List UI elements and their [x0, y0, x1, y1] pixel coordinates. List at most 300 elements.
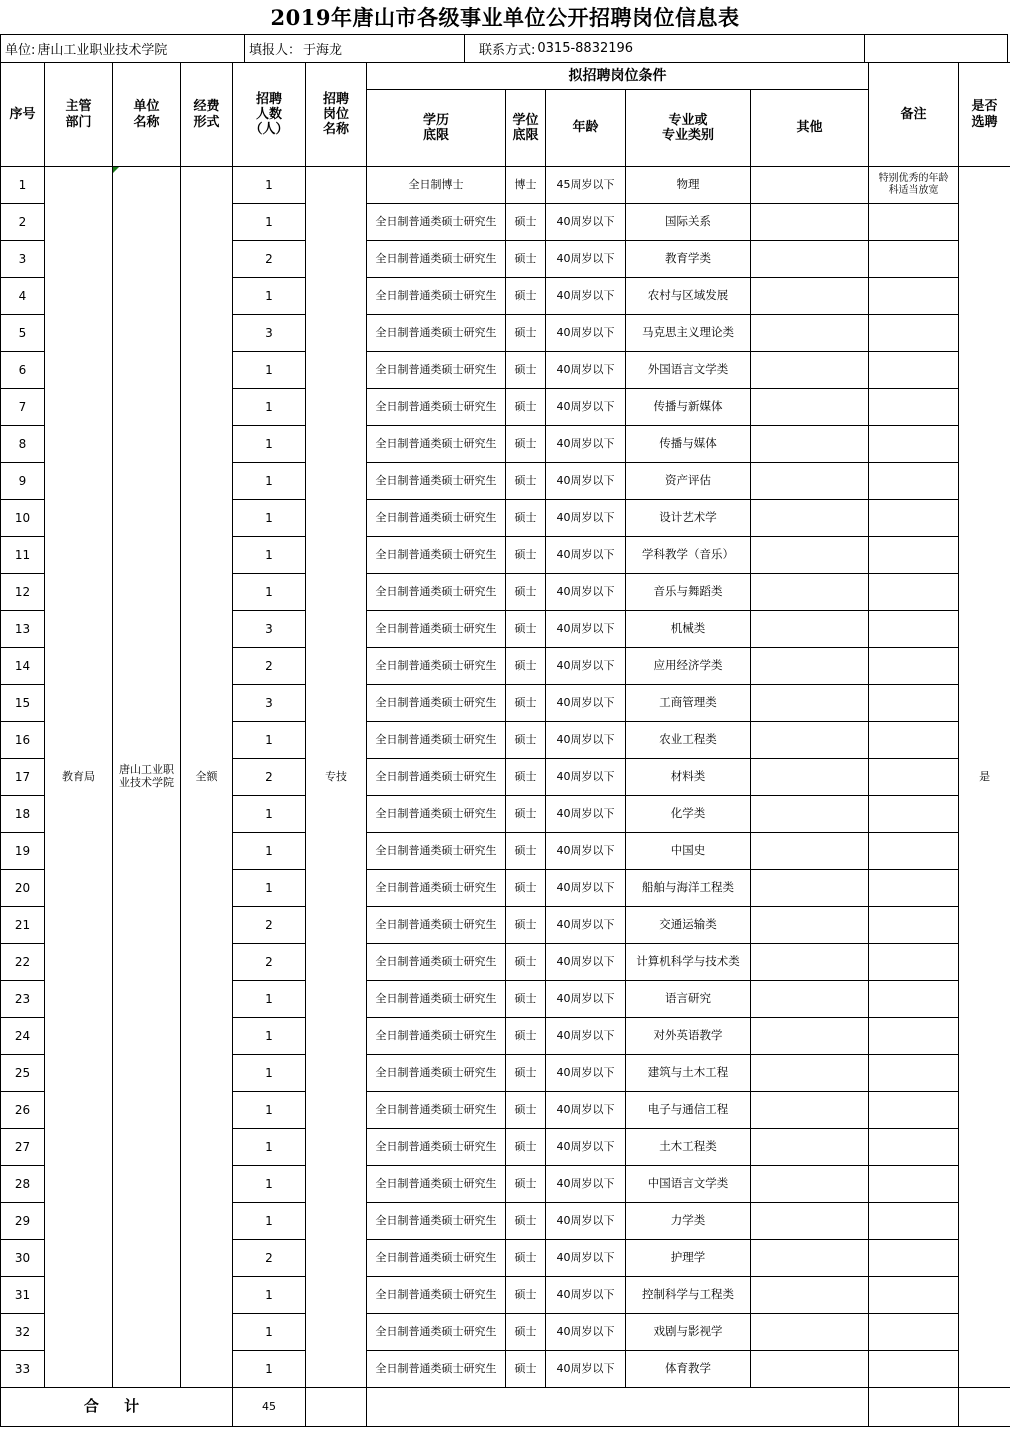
- cell-major: 化学类: [626, 796, 751, 833]
- cell-seq: 10: [1, 500, 45, 537]
- cell-other: [751, 759, 869, 796]
- cell-age: 40周岁以下: [546, 241, 626, 278]
- col-header-count-line2: 人数: [255, 106, 282, 122]
- cell-recruit-count: 2: [233, 759, 306, 796]
- cell-seq: 19: [1, 833, 45, 870]
- cell-seq: 15: [1, 685, 45, 722]
- cell-recruit-count: 1: [233, 870, 306, 907]
- cell-age: 40周岁以下: [546, 1240, 626, 1277]
- cell-recruit-count: 1: [233, 1092, 306, 1129]
- cell-age: 40周岁以下: [546, 389, 626, 426]
- cell-other: [751, 648, 869, 685]
- cell-education: 全日制博士: [367, 167, 506, 204]
- cell-note: [869, 426, 959, 463]
- cell-education: 全日制普通类硕士研究生: [367, 796, 506, 833]
- cell-education: 全日制普通类硕士研究生: [367, 685, 506, 722]
- cell-education: 全日制普通类硕士研究生: [367, 1314, 506, 1351]
- col-header-dept-line2: 部门: [65, 114, 92, 130]
- col-header-note: 备注: [869, 63, 959, 167]
- cell-other: [751, 241, 869, 278]
- col-header-post-line3: 名称: [322, 122, 349, 138]
- cell-seq: 8: [1, 426, 45, 463]
- col-header-unit: [113, 63, 181, 167]
- cell-education: 全日制普通类硕士研究生: [367, 648, 506, 685]
- total-row: [1, 1388, 1010, 1427]
- cell-other: [751, 1351, 869, 1388]
- cell-degree: 硕士: [506, 1277, 546, 1314]
- cell-degree: 硕士: [506, 500, 546, 537]
- cell-major: 船舶与海洋工程类: [626, 870, 751, 907]
- cell-seq: 2: [1, 204, 45, 241]
- cell-note: [869, 1240, 959, 1277]
- cell-note-line1: 特别优秀的年龄: [878, 173, 949, 185]
- cell-seq: 25: [1, 1055, 45, 1092]
- col-header-major-line2: 专业类别: [661, 128, 714, 143]
- meta-unit-value: 唐山工业职业技术学院: [37, 43, 168, 58]
- cell-other: [751, 278, 869, 315]
- cell-age: 40周岁以下: [546, 537, 626, 574]
- cell-age: 40周岁以下: [546, 722, 626, 759]
- cell-major: 体育教学: [626, 1351, 751, 1388]
- col-header-funding-line1: 经费: [193, 99, 220, 115]
- total-label: 合 计: [1, 1388, 233, 1427]
- col-header-dept: [45, 63, 113, 167]
- cell-is-selected: 是: [959, 167, 1010, 1388]
- cell-degree: 硕士: [506, 426, 546, 463]
- cell-recruit-count: 1: [233, 1166, 306, 1203]
- cell-degree: 硕士: [506, 1018, 546, 1055]
- total-note-cell: [869, 1388, 959, 1427]
- cell-other: [751, 315, 869, 352]
- cell-other: [751, 1166, 869, 1203]
- cell-recruit-count: 2: [233, 241, 306, 278]
- cell-recruit-count: 3: [233, 315, 306, 352]
- meta-blank-cell: [865, 35, 1007, 62]
- cell-age: 40周岁以下: [546, 352, 626, 389]
- cell-note: [869, 1277, 959, 1314]
- cell-other: [751, 685, 869, 722]
- cell-degree: 硕士: [506, 1092, 546, 1129]
- col-header-degree-line2: 底限: [512, 128, 539, 143]
- cell-recruit-count: 1: [233, 1351, 306, 1388]
- cell-seq: 26: [1, 1092, 45, 1129]
- cell-education: 全日制普通类硕士研究生: [367, 537, 506, 574]
- cell-seq: 30: [1, 1240, 45, 1277]
- cell-age: 40周岁以下: [546, 944, 626, 981]
- cell-other: [751, 352, 869, 389]
- cell-other: [751, 537, 869, 574]
- cell-other: [751, 1092, 869, 1129]
- cell-seq: 23: [1, 981, 45, 1018]
- cell-seq: 12: [1, 574, 45, 611]
- cell-age: 40周岁以下: [546, 685, 626, 722]
- cell-education: 全日制普通类硕士研究生: [367, 1129, 506, 1166]
- cell-seq: 14: [1, 648, 45, 685]
- cell-major: 外国语言文学类: [626, 352, 751, 389]
- cell-seq: 28: [1, 1166, 45, 1203]
- cell-education: 全日制普通类硕士研究生: [367, 722, 506, 759]
- cell-age: 40周岁以下: [546, 1129, 626, 1166]
- cell-major: 中国语言文学类: [626, 1166, 751, 1203]
- cell-note-line2: 科适当放宽: [888, 185, 939, 196]
- cell-recruit-count: 1: [233, 537, 306, 574]
- cell-recruit-count: 1: [233, 167, 306, 204]
- cell-age: 40周岁以下: [546, 1314, 626, 1351]
- cell-note: [869, 1129, 959, 1166]
- cell-degree: 硕士: [506, 1351, 546, 1388]
- cell-degree: 硕士: [506, 1129, 546, 1166]
- cell-education: 全日制普通类硕士研究生: [367, 1277, 506, 1314]
- cell-degree: 硕士: [506, 1240, 546, 1277]
- cell-education: 全日制普通类硕士研究生: [367, 204, 506, 241]
- cell-seq: 6: [1, 352, 45, 389]
- cell-age: 40周岁以下: [546, 611, 626, 648]
- cell-recruit-count: 2: [233, 944, 306, 981]
- cell-education: 全日制普通类硕士研究生: [367, 907, 506, 944]
- cell-education: 全日制普通类硕士研究生: [367, 870, 506, 907]
- cell-seq: 3: [1, 241, 45, 278]
- cell-education: 全日制普通类硕士研究生: [367, 463, 506, 500]
- cell-other: [751, 907, 869, 944]
- cell-note: [869, 870, 959, 907]
- col-header-dept-line1: 主管: [65, 99, 92, 115]
- cell-age: 40周岁以下: [546, 1203, 626, 1240]
- cell-note: [869, 648, 959, 685]
- cell-education: 全日制普通类硕士研究生: [367, 1240, 506, 1277]
- cell-note: [869, 1055, 959, 1092]
- cell-degree: 硕士: [506, 1314, 546, 1351]
- cell-major: 传播与新媒体: [626, 389, 751, 426]
- meta-contact: [465, 35, 865, 62]
- cell-recruit-count: 3: [233, 685, 306, 722]
- cell-major: 农业工程类: [626, 722, 751, 759]
- cell-education: 全日制普通类硕士研究生: [367, 1018, 506, 1055]
- col-header-funding-line2: 形式: [193, 114, 220, 130]
- col-header-age: 年龄: [546, 90, 626, 167]
- cell-major: 学科教学（音乐）: [626, 537, 751, 574]
- col-header-degree: [506, 90, 546, 167]
- cell-recruit-count: 1: [233, 722, 306, 759]
- cell-note: [869, 685, 959, 722]
- total-value: 45: [233, 1388, 306, 1427]
- cell-major: 资产评估: [626, 463, 751, 500]
- cell-age: 40周岁以下: [546, 907, 626, 944]
- col-header-education: [367, 90, 506, 167]
- cell-age: 40周岁以下: [546, 204, 626, 241]
- cell-note: [869, 796, 959, 833]
- cell-note: [869, 1314, 959, 1351]
- col-header-selected-line1: 是否: [971, 99, 998, 115]
- cell-recruit-count: 1: [233, 1129, 306, 1166]
- cell-recruit-count: 1: [233, 463, 306, 500]
- cell-major: 交通运输类: [626, 907, 751, 944]
- cell-recruit-count: 1: [233, 833, 306, 870]
- cell-note: [869, 1351, 959, 1388]
- cell-degree: 硕士: [506, 463, 546, 500]
- cell-age: 40周岁以下: [546, 574, 626, 611]
- cell-degree: 硕士: [506, 1203, 546, 1240]
- cell-note: [869, 759, 959, 796]
- total-selected-cell: [959, 1388, 1010, 1427]
- cell-seq: 1: [1, 167, 45, 204]
- cell-seq: 5: [1, 315, 45, 352]
- cell-age: 40周岁以下: [546, 1351, 626, 1388]
- cell-age: 40周岁以下: [546, 278, 626, 315]
- cell-age: 40周岁以下: [546, 1055, 626, 1092]
- col-header-major: [626, 90, 751, 167]
- cell-recruit-count: 1: [233, 500, 306, 537]
- cell-recruit-count: 2: [233, 648, 306, 685]
- cell-major: 机械类: [626, 611, 751, 648]
- meta-contact-value: 0315-8832196: [537, 41, 634, 56]
- cell-major: 电子与通信工程: [626, 1092, 751, 1129]
- cell-degree: 硕士: [506, 796, 546, 833]
- cell-degree: 硕士: [506, 1166, 546, 1203]
- cell-note: [869, 241, 959, 278]
- cell-note: [869, 315, 959, 352]
- cell-major: 中国史: [626, 833, 751, 870]
- cell-major: 农村与区域发展: [626, 278, 751, 315]
- col-header-education-line1: 学历: [422, 112, 449, 128]
- col-header-count-line3: （人）: [249, 122, 289, 138]
- col-header-count-line1: 招聘: [255, 91, 282, 107]
- cell-other: [751, 833, 869, 870]
- cell-education: 全日制普通类硕士研究生: [367, 833, 506, 870]
- cell-other: [751, 1018, 869, 1055]
- cell-other: [751, 1203, 869, 1240]
- cell-other: [751, 500, 869, 537]
- comment-indicator-icon: [113, 167, 119, 173]
- cell-seq: 24: [1, 1018, 45, 1055]
- cell-recruit-count: 3: [233, 611, 306, 648]
- cell-major: 传播与媒体: [626, 426, 751, 463]
- cell-recruit-count: 1: [233, 574, 306, 611]
- meta-unit: [1, 35, 245, 62]
- cell-other: [751, 611, 869, 648]
- col-header-post-line2: 岗位: [322, 106, 349, 122]
- cell-other: [751, 426, 869, 463]
- cell-note: [869, 907, 959, 944]
- cell-major: 物理: [626, 167, 751, 204]
- col-header-selected-line2: 选聘: [971, 114, 998, 130]
- cell-other: [751, 1129, 869, 1166]
- cell-other: [751, 981, 869, 1018]
- cell-degree: 硕士: [506, 537, 546, 574]
- cell-funding-type: 全额: [181, 167, 233, 1388]
- cell-seq: 17: [1, 759, 45, 796]
- col-header-unit-line1: 单位: [133, 99, 160, 115]
- cell-seq: 18: [1, 796, 45, 833]
- cell-education: 全日制普通类硕士研究生: [367, 574, 506, 611]
- cell-note: [869, 167, 959, 204]
- cell-age: 40周岁以下: [546, 315, 626, 352]
- cell-recruit-count: 1: [233, 1314, 306, 1351]
- cell-education: 全日制普通类硕士研究生: [367, 500, 506, 537]
- cell-other: [751, 389, 869, 426]
- cell-major: 马克思主义理论类: [626, 315, 751, 352]
- cell-note: [869, 1203, 959, 1240]
- total-post-cell: [306, 1388, 367, 1427]
- cell-major: 材料类: [626, 759, 751, 796]
- col-header-count: [233, 63, 306, 167]
- cell-recruit-count: 1: [233, 1277, 306, 1314]
- cell-age: 40周岁以下: [546, 870, 626, 907]
- cell-other: [751, 944, 869, 981]
- cell-education: 全日制普通类硕士研究生: [367, 352, 506, 389]
- col-header-major-line1: 专业或: [668, 112, 708, 128]
- cell-recruit-count: 1: [233, 1203, 306, 1240]
- cell-education: 全日制普通类硕士研究生: [367, 981, 506, 1018]
- cell-note: [869, 722, 959, 759]
- cell-seq: 20: [1, 870, 45, 907]
- col-header-conditions-group: 拟招聘岗位条件: [367, 63, 869, 90]
- col-header-seq: 序号: [1, 63, 45, 167]
- cell-other: [751, 722, 869, 759]
- cell-degree: 硕士: [506, 241, 546, 278]
- cell-age: 40周岁以下: [546, 648, 626, 685]
- cell-degree: 硕士: [506, 759, 546, 796]
- cell-note: [869, 1166, 959, 1203]
- cell-other: [751, 1277, 869, 1314]
- cell-note: [869, 833, 959, 870]
- cell-recruit-count: 1: [233, 389, 306, 426]
- cell-seq: 33: [1, 1351, 45, 1388]
- cell-education: 全日制普通类硕士研究生: [367, 611, 506, 648]
- cell-age: 40周岁以下: [546, 981, 626, 1018]
- cell-education: 全日制普通类硕士研究生: [367, 241, 506, 278]
- cell-major: 建筑与土木工程: [626, 1055, 751, 1092]
- cell-recruit-count: 1: [233, 204, 306, 241]
- cell-other: [751, 204, 869, 241]
- cell-seq: 27: [1, 1129, 45, 1166]
- cell-degree: 硕士: [506, 315, 546, 352]
- cell-note: [869, 389, 959, 426]
- meta-reporter-value: 于海龙: [303, 43, 343, 58]
- cell-recruit-count: 1: [233, 352, 306, 389]
- title-bar: [0, 0, 1010, 34]
- cell-degree: 硕士: [506, 685, 546, 722]
- cell-degree: 硕士: [506, 611, 546, 648]
- meta-contact-label: 联系方式:: [479, 43, 536, 58]
- header-row-group: [1, 63, 1010, 90]
- total-conditions-cell: [367, 1388, 869, 1427]
- cell-degree: 硕士: [506, 574, 546, 611]
- cell-seq: 4: [1, 278, 45, 315]
- cell-degree: 硕士: [506, 870, 546, 907]
- cell-major: 土木工程类: [626, 1129, 751, 1166]
- cell-degree: 硕士: [506, 278, 546, 315]
- col-header-post: [306, 63, 367, 167]
- cell-degree: 硕士: [506, 981, 546, 1018]
- col-header-degree-line1: 学位: [512, 112, 539, 128]
- col-header-funding: [181, 63, 233, 167]
- cell-degree: 硕士: [506, 352, 546, 389]
- cell-major: 工商管理类: [626, 685, 751, 722]
- cell-recruit-count: 2: [233, 1240, 306, 1277]
- cell-other: [751, 796, 869, 833]
- cell-degree: 博士: [506, 167, 546, 204]
- cell-note: [869, 352, 959, 389]
- cell-note: [869, 981, 959, 1018]
- cell-degree: 硕士: [506, 907, 546, 944]
- cell-degree: 硕士: [506, 722, 546, 759]
- cell-age: 40周岁以下: [546, 1092, 626, 1129]
- cell-degree: 硕士: [506, 1055, 546, 1092]
- cell-education: 全日制普通类硕士研究生: [367, 1092, 506, 1129]
- recruitment-table: [0, 62, 1010, 1427]
- cell-seq: 31: [1, 1277, 45, 1314]
- cell-seq: 7: [1, 389, 45, 426]
- cell-major: 对外英语教学: [626, 1018, 751, 1055]
- cell-age: 40周岁以下: [546, 426, 626, 463]
- cell-recruit-count: 1: [233, 1055, 306, 1092]
- cell-major: 控制科学与工程类: [626, 1277, 751, 1314]
- cell-major: 音乐与舞蹈类: [626, 574, 751, 611]
- cell-major: 设计艺术学: [626, 500, 751, 537]
- meta-strip: [0, 34, 1008, 62]
- cell-age: 40周岁以下: [546, 463, 626, 500]
- cell-education: 全日制普通类硕士研究生: [367, 1351, 506, 1388]
- cell-other: [751, 1314, 869, 1351]
- cell-seq: 16: [1, 722, 45, 759]
- cell-age: 40周岁以下: [546, 796, 626, 833]
- cell-degree: 硕士: [506, 204, 546, 241]
- table-header: [1, 63, 1010, 167]
- cell-supervising-dept: 教育局: [45, 167, 113, 1388]
- cell-degree: 硕士: [506, 833, 546, 870]
- cell-other: [751, 167, 869, 204]
- cell-note: [869, 278, 959, 315]
- cell-recruit-count: 1: [233, 278, 306, 315]
- cell-major: 教育学类: [626, 241, 751, 278]
- cell-recruit-count: 1: [233, 426, 306, 463]
- cell-recruit-count: 1: [233, 981, 306, 1018]
- cell-unit-name-line2: 业技术学院: [119, 776, 174, 789]
- cell-recruit-count: 2: [233, 907, 306, 944]
- cell-other: [751, 870, 869, 907]
- cell-education: 全日制普通类硕士研究生: [367, 315, 506, 352]
- cell-major: 护理学: [626, 1240, 751, 1277]
- cell-education: 全日制普通类硕士研究生: [367, 1166, 506, 1203]
- cell-education: 全日制普通类硕士研究生: [367, 944, 506, 981]
- cell-note: [869, 611, 959, 648]
- cell-major: 计算机科学与技术类: [626, 944, 751, 981]
- cell-note: [869, 1092, 959, 1129]
- col-header-selected: [959, 63, 1010, 167]
- cell-unit-name: [113, 167, 181, 1388]
- col-header-unit-line2: 名称: [133, 114, 160, 130]
- cell-seq: 22: [1, 944, 45, 981]
- cell-education: 全日制普通类硕士研究生: [367, 426, 506, 463]
- cell-degree: 硕士: [506, 648, 546, 685]
- cell-age: 40周岁以下: [546, 1277, 626, 1314]
- col-header-post-line1: 招聘: [322, 91, 349, 107]
- cell-age: 40周岁以下: [546, 759, 626, 796]
- table-footer: [1, 1388, 1010, 1427]
- page-title: 2019年唐山市各级事业单位公开招聘岗位信息表: [270, 5, 740, 30]
- cell-major: 应用经济学类: [626, 648, 751, 685]
- cell-education: 全日制普通类硕士研究生: [367, 1203, 506, 1240]
- cell-age: 40周岁以下: [546, 1018, 626, 1055]
- cell-other: [751, 1240, 869, 1277]
- cell-major: 力学类: [626, 1203, 751, 1240]
- cell-other: [751, 574, 869, 611]
- cell-note: [869, 500, 959, 537]
- cell-note: [869, 574, 959, 611]
- cell-major: 语言研究: [626, 981, 751, 1018]
- meta-reporter-label: 填报人：: [249, 43, 302, 58]
- table-body: [1, 167, 1010, 1388]
